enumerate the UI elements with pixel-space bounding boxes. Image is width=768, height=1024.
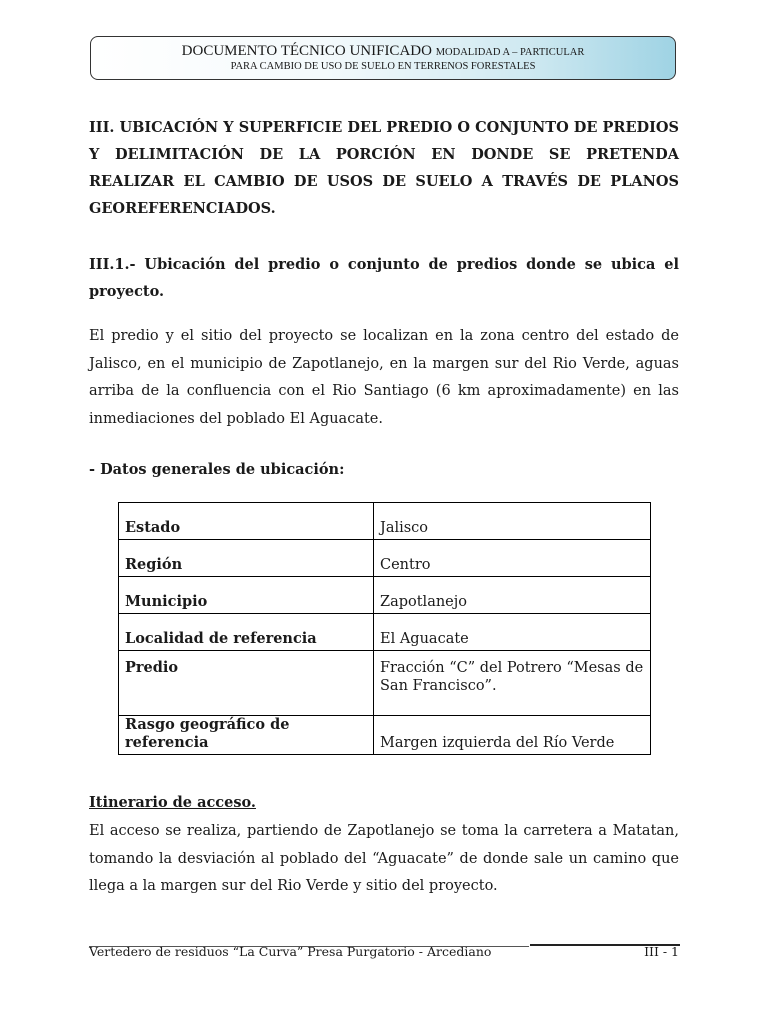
table-row	[119, 503, 651, 540]
section-title: III. UBICACIÓN Y SUPERFICIE DEL PREDIO O CONJUNTO DE PREDIOS Y DELIMITACIÓN DE LA PORCIÓN EN DONDE SE PRETENDA REALIZAR EL CAMBIO DE USOS DE SUELO A TRAVÉS DE PLANOS GEOREFERENCIADOS.	[89, 119, 679, 217]
table-value: Fracción “C” del Potrero “Mesas de San Francisco”.	[374, 651, 651, 716]
table-value: Margen izquierda del Río Verde	[374, 716, 651, 755]
table-key: Predio	[119, 651, 374, 716]
itinerary-paragraph: El acceso se realiza, partiendo de Zapotlanejo se toma la carretera a Matatan, tomando la desviación al poblado del “Aguacate” de donde sale un camino que llega a la margen sur del Rio Verde y sitio del proyecto.	[89, 823, 679, 894]
table-value: Centro	[374, 540, 651, 577]
intro-paragraph: El predio y el sitio del proyecto se localizan en la zona centro del estado de Jalisco, en el municipio de Zapotlanejo, en la margen sur del Rio Verde, aguas arriba de la confluencia con el Rio Santiago (6 km aproximadamente) en las inmediaciones del poblado El Aguacate.	[89, 328, 679, 427]
table-key: Rasgo geográfico de referencia	[119, 716, 374, 755]
table-value: Zapotlanejo	[374, 577, 651, 614]
footer-document-name: Vertedero de residuos “La Curva” Presa Purgatorio - Arcediano	[89, 944, 492, 959]
header-title-line	[91, 43, 675, 61]
table-key: Municipio	[119, 577, 374, 614]
table-key: Estado	[119, 503, 374, 540]
table-value: El Aguacate	[374, 614, 651, 651]
table-key: Región	[119, 540, 374, 577]
page-footer	[89, 944, 679, 959]
table-row	[119, 716, 651, 755]
table-key: Localidad de referencia	[119, 614, 374, 651]
table-row	[119, 651, 651, 716]
itinerary-heading: Itinerario de acceso.	[89, 794, 256, 811]
page-number: III - 1	[644, 944, 679, 959]
table-row	[119, 540, 651, 577]
table-value: Jalisco	[374, 503, 651, 540]
datos-heading: - Datos generales de ubicación:	[89, 461, 345, 478]
header-title: DOCUMENTO TÉCNICO UNIFICADO	[181, 43, 432, 59]
table-row	[119, 614, 651, 651]
header-modality: MODALIDAD A – PARTICULAR	[435, 47, 585, 58]
document-header	[90, 36, 676, 80]
table-row	[119, 577, 651, 614]
location-table	[118, 502, 651, 755]
header-subtitle: PARA CAMBIO DE USO DE SUELO EN TERRENOS FORESTALES	[230, 61, 536, 72]
subsection-title: III.1.- Ubicación del predio o conjunto de predios donde se ubica el proyecto.	[89, 256, 679, 300]
